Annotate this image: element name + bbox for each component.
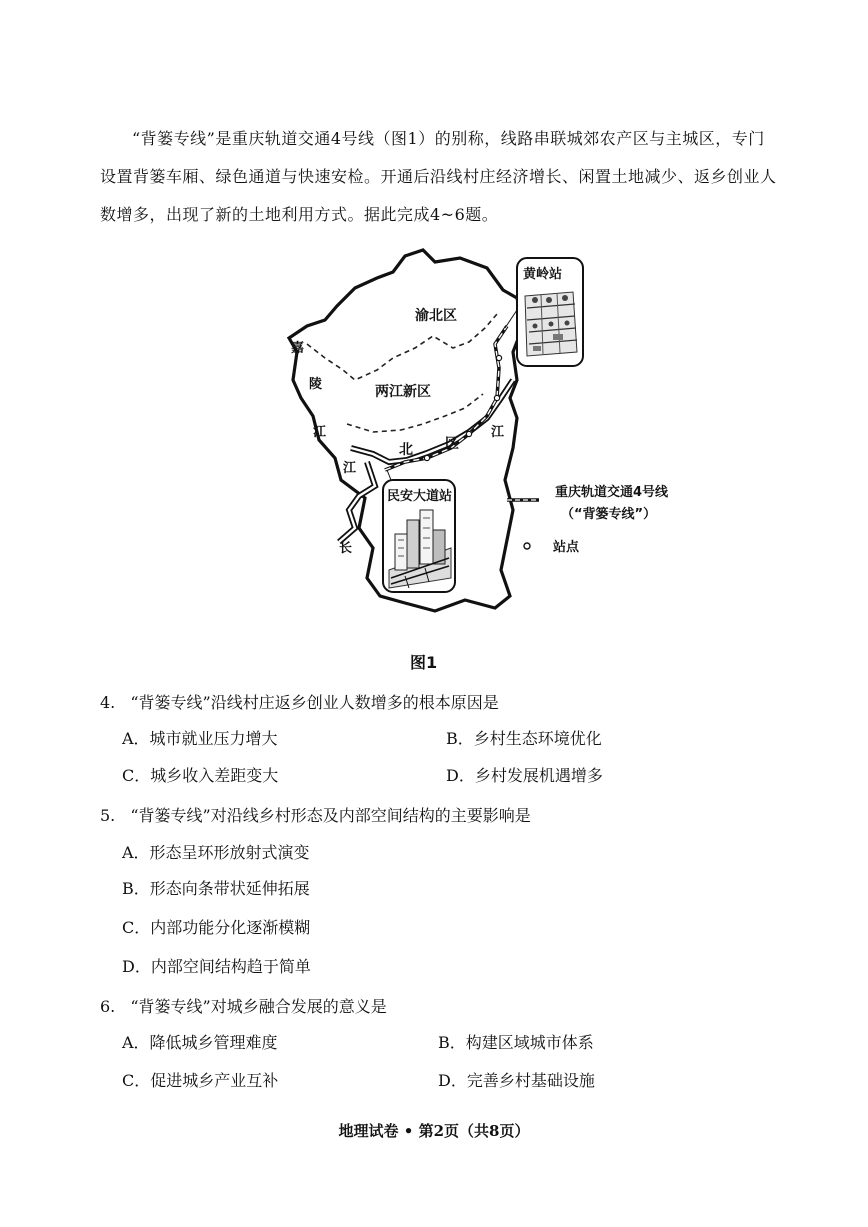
legend xyxy=(507,484,669,555)
question-number: 4. xyxy=(100,693,116,712)
q6-option-d: D．完善乡村基础设施 xyxy=(438,1071,595,1090)
q4-option-a: A．城市就业压力增大 xyxy=(122,729,278,748)
q5-option-d: D．内部空间结构趋于简单 xyxy=(122,957,311,976)
farmland-illustration xyxy=(525,292,577,356)
q4-option-b: B．乡村生态环境优化 xyxy=(446,729,602,748)
district-yubei-label: 渝北区 xyxy=(415,308,457,324)
legend-station-symbol xyxy=(524,543,530,549)
yubei-liangjiang-border xyxy=(307,314,497,380)
figure-caption: 图1 xyxy=(410,653,438,672)
intro-paragraph: “背篓专线”是重庆轨道交通4号线（图1）的别称，线路串联城郊农产区与主城区，专门设置背篓车厢、绿色通道与快速安检。开通后沿线村庄经济增长、闲置土地减少、返乡创业人数增多，出现了新的土地利用方式。据此完成4~6题。 xyxy=(100,129,777,224)
question-4-stem xyxy=(100,686,499,720)
question-text: “背篓专线”对沿线乡村形态及内部空间结构的主要影响是 xyxy=(130,806,531,825)
q6-option-a: A．降低城乡管理难度 xyxy=(122,1033,278,1052)
legend-line-label: 重庆轨道交通4号线 xyxy=(555,485,669,500)
district-liangjiang-label: 两江新区 xyxy=(375,384,431,400)
q5-option-a: A．形态呈环形放射式演变 xyxy=(122,843,310,862)
question-6-stem xyxy=(100,990,387,1024)
station-label-huangling: 黄岭站 xyxy=(523,267,563,282)
river-label-jiang-2: 江 xyxy=(343,461,357,476)
figure-1-map xyxy=(255,248,715,638)
page-footer: 地理试卷 • 第2页（共8页） xyxy=(338,1122,530,1140)
district-label-qu: 区 xyxy=(445,436,459,452)
question-number: 6. xyxy=(100,997,116,1016)
question-6 xyxy=(100,990,387,1024)
q6-option-b: B．构建区域城市体系 xyxy=(438,1033,594,1052)
q6-option-c: C．促进城乡产业互补 xyxy=(122,1071,279,1090)
question-4 xyxy=(100,686,499,720)
district-label-bei: 北 xyxy=(399,442,413,458)
question-number: 5. xyxy=(100,806,116,825)
river-label-jiang-1: 江 xyxy=(313,425,327,440)
q4-option-d: D．乡村发展机遇增多 xyxy=(446,766,603,785)
river-label-jiang-3: 江 xyxy=(491,425,505,440)
minan-leader xyxy=(387,470,391,480)
legend-line-sublabel: （“背篓专线”） xyxy=(561,507,657,522)
legend-station-label: 站点 xyxy=(553,540,580,555)
river-label-ling: 陵 xyxy=(309,377,323,392)
river-label-jia: 嘉 xyxy=(291,341,305,356)
q5-option-c: C．内部功能分化逐渐模糊 xyxy=(122,918,311,937)
river-label-chang: 长 xyxy=(339,541,353,556)
station-dot xyxy=(496,355,501,360)
station-dot xyxy=(494,395,499,400)
question-5 xyxy=(100,799,531,833)
q4-option-c: C．城乡收入差距变大 xyxy=(122,766,279,785)
huangling-leader xyxy=(505,310,517,328)
question-text: “背篓专线”沿线村庄返乡创业人数增多的根本原因是 xyxy=(130,693,499,712)
q5-option-b: B．形态向条带状延伸拓展 xyxy=(122,879,310,898)
question-text: “背篓专线”对城乡融合发展的意义是 xyxy=(130,997,387,1016)
station-label-minan: 民安大道站 xyxy=(387,489,453,504)
question-5-stem xyxy=(100,799,531,833)
station-dot xyxy=(424,455,429,460)
station-dot xyxy=(466,431,471,436)
